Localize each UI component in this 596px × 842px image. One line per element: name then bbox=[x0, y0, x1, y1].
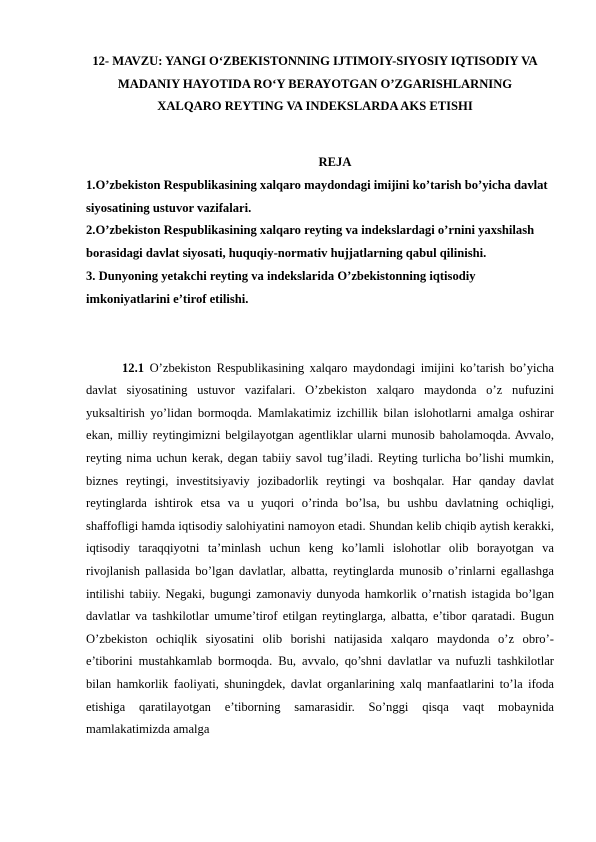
plan-item-1: 1.O’zbekiston Respublikasining xalqaro maydondagi imijini ko’tarish bo’yicha davlat siyosatining ustuvor vazifalari. bbox=[86, 178, 548, 215]
plan-item-3: 3. Dunyoning yetakchi reyting va indekslarida O’zbekistonning iqtisodiy imkoniyatlarini e’tirof etilishi. bbox=[86, 268, 476, 306]
document-title: 12- MAVZU: YANGI O‘ZBEKISTONNING IJTIMOIY-SIYOSIY IQTISODIY VA MADANIY HAYOTIDA RO‘Y BERAYOTGAN O’ZGARISHLARNING XALQARO REYTING VA INDEKSLARDA AKS ETISHI bbox=[92, 54, 538, 113]
section-number: 12.1 bbox=[122, 360, 145, 375]
section-paragraph bbox=[86, 357, 554, 741]
plan-list bbox=[86, 174, 556, 310]
plan-heading: REJA bbox=[318, 155, 352, 169]
section-body: O’zbekiston Respublikasining xalqaro maydondagi imijini ko’tarish bo’yicha davlat siyosatining ustuvor vazifalari. O’zbekiston xalqaro maydonda o’z nufuzini yuksaltirish yo’lidan bormoqda. Mamlakatimiz izchillik bilan islohotlarni amalga oshirar ekan, milliy reytingimizni belgilayotgan agentliklar ularni munosib baholamoqda. Avvalo, reyting nima uchun kerak, degan tabiiy savol tug’iladi. Reyting turlicha bo’lishi mumkin, biznes reytingi, investitsiyaviy jozibadorlik reytingi va boshqalar. Har qanday davlat reytinglarda ishtirok etsa va u yuqori o’rinda bo’lsa, bu ushbu davlatning ochiqligi, shaffofligi hamda iqtisodiy salohiyatini namoyon etadi. Shundan kelib chiqib aytish kerakki, iqtisodiy taraqqiyotni ta’minlash uchun keng ko’lamli islohotlar olib borayotgan va rivojlanish pallasida bo’lgan davlatlar, albatta, reytinglarda munosib o’rinlarni egallashga intilishi tabiiy. Negaki, bugungi zamonaviy dunyoda hamkorlik o’rnatish istagida bo’lgan davlatlar va tashkilotlar umume’tirof etilgan reytinglarga, albatta, e’tibor qaratadi. Bugun O’zbekiston ochiqlik siyosatini olib borishi natijasida xalqaro maydonda o’z obro’- e’tiborini mustahkamlab bormoqda. Bu, avvalo, qo’shni davlatlar va nufuzli tashkilotlar bilan hamkorlik faoliyati, shuningdek, davlat organlarining xalq manfaatlarini to’la ifoda etishiga qaratilayotgan e’tiborning samarasidir. So’nggi qisqa vaqt mobaynida mamlakatimizda amalga bbox=[86, 360, 554, 737]
plan-item-2: 2.O’zbekiston Respublikasining xalqaro reyting va indekslardagi o’rnini yaxshilash borasidagi davlat siyosati, huquqiy-normativ hujjatlarning qabul qilinishi. bbox=[86, 223, 535, 261]
